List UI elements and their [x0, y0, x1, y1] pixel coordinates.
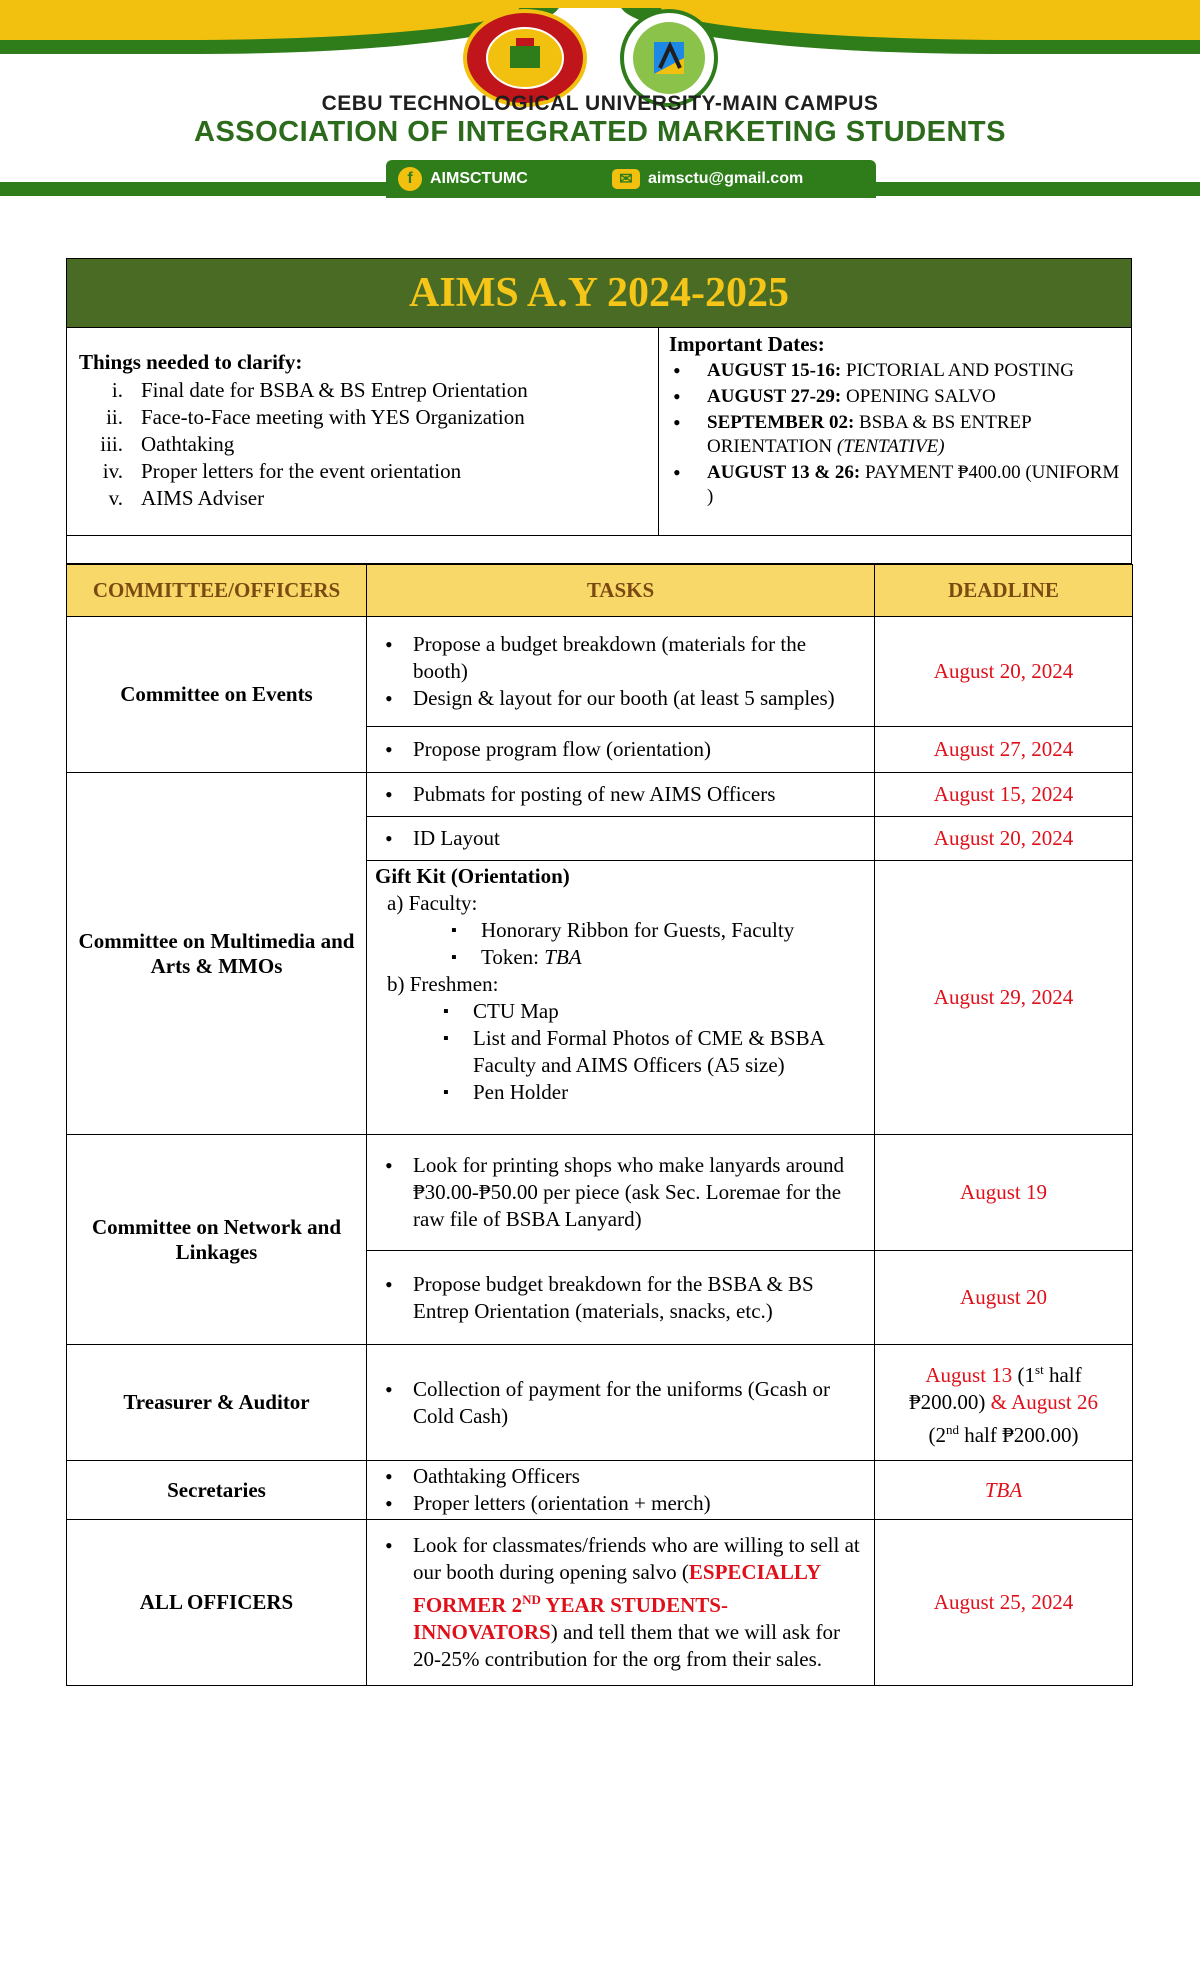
- committee-cell: Committee on Multimedia and Arts & MMOs: [67, 773, 367, 1135]
- table-row: [67, 1135, 1133, 1251]
- freshmen-label: b) Freshmen:: [387, 972, 499, 996]
- task-cell: • Propose program flow (orientation): [367, 727, 875, 773]
- facebook-handle: AIMSCTUMC: [430, 170, 528, 187]
- list-item: • AUGUST 27-29: OPENING SALVO: [707, 385, 1123, 409]
- header-committee: COMMITTEE/OFFICERS: [67, 565, 367, 617]
- header-deadline: DEADLINE: [875, 565, 1133, 617]
- committee-cell: Committee on Network and Linkages: [67, 1135, 367, 1345]
- spacer-row: [66, 536, 1132, 564]
- task-cell: • Propose budget breakdown for the BSBA & BS Entrep Orientation (materials, snacks, etc.): [367, 1251, 875, 1345]
- email-address: aimsctu@gmail.com: [648, 170, 804, 187]
- list-item: ii. Face-to-Face meeting with YES Organization: [106, 405, 525, 429]
- task-cell: • Pubmats for posting of new AIMS Officers: [367, 773, 875, 817]
- deadline-cell: August 19: [875, 1135, 1133, 1251]
- committee-cell: Treasurer & Auditor: [67, 1345, 367, 1461]
- freshmen-list: ▪ CTU Map ▪ List and Formal Photos of CME & BSBA Faculty and AIMS Officers (A5 size) ▪ Pen Holder: [375, 998, 866, 1106]
- deadline-cell: August 27, 2024: [875, 727, 1133, 773]
- tasks-table: [66, 564, 1133, 1686]
- deadline-cell: August 20, 2024: [875, 817, 1133, 861]
- task-cell: • Propose a budget breakdown (materials for the booth) • Design & layout for our booth (at least 5 samples): [367, 617, 875, 727]
- list-item: v. AIMS Adviser: [108, 486, 265, 510]
- clarify-box: [67, 328, 659, 535]
- facebook-contact[interactable]: [398, 166, 528, 192]
- faculty-list: ▪ Honorary Ribbon for Guests, Faculty ▪ Token: TBA: [375, 917, 866, 971]
- deadline-cell: August 20: [875, 1251, 1133, 1345]
- task-cell: • Oathtaking Officers • Proper letters (orientation + merch): [367, 1461, 875, 1520]
- gift-kit-heading: Gift Kit (Orientation): [375, 864, 570, 888]
- header-tasks: TASKS: [367, 565, 875, 617]
- mail-icon: ✉: [612, 169, 640, 189]
- task-cell: • Collection of payment for the uniforms (Gcash or Cold Cash): [367, 1345, 875, 1461]
- important-dates-box: [659, 328, 1131, 535]
- list-item: • AUGUST 15-16: PICTORIAL AND POSTING: [707, 359, 1123, 383]
- banner-top-bar: [0, 0, 1200, 8]
- deadline-cell: August 13 (1st half ₱200.00) & August 26 (2nd half ₱200.00): [875, 1345, 1133, 1461]
- facebook-icon: f: [398, 167, 422, 191]
- faculty-label: a) Faculty:: [387, 891, 478, 915]
- deadline-cell: August 20, 2024: [875, 617, 1133, 727]
- list-item: • AUGUST 13 & 26: PAYMENT ₱400.00 (UNIFORM ): [707, 461, 1123, 509]
- deadline-cell: August 25, 2024: [875, 1520, 1133, 1686]
- email-contact[interactable]: [612, 166, 803, 192]
- dates-heading: Important Dates:: [669, 332, 825, 356]
- table-header-row: [67, 565, 1133, 617]
- table-row: [67, 617, 1133, 727]
- table-row: [67, 773, 1133, 817]
- task-cell: • ID Layout: [367, 817, 875, 861]
- sheet-title: AIMS A.Y 2024-2025: [66, 258, 1132, 328]
- table-row: [67, 1345, 1133, 1461]
- university-name: CEBU TECHNOLOGICAL UNIVERSITY-MAIN CAMPUS: [321, 92, 879, 115]
- list-item: i. Final date for BSBA & BS Entrep Orientation: [111, 378, 528, 402]
- info-row: [66, 328, 1132, 536]
- list-item: iv. Proper letters for the event orientation: [102, 459, 462, 483]
- list-item: • SEPTEMBER 02: BSBA & BS ENTREP ORIENTATION (TENTATIVE): [707, 411, 1123, 459]
- list-item: iii. Oathtaking: [100, 432, 235, 456]
- task-cell: • Look for printing shops who make lanyards around ₱30.00-₱50.00 per piece (ask Sec. Loremae for the raw file of BSBA Lanyard): [367, 1135, 875, 1251]
- clarify-list: [79, 377, 658, 512]
- header-banner: [0, 0, 1200, 200]
- clarify-heading: Things needed to clarify:: [79, 350, 303, 374]
- deadline-cell: August 29, 2024: [875, 861, 1133, 1135]
- plan-sheet: [66, 258, 1132, 1686]
- deadline-cell: TBA: [875, 1461, 1133, 1520]
- committee-cell: Secretaries: [67, 1461, 367, 1520]
- task-cell: • Look for classmates/friends who are willing to sell at our booth during opening salvo (ESPECIALLY FORMER 2ND YEAR STUDENTS-INNOVATORS) and tell them that we will ask for 20-25% contribution for the org from their sales.: [367, 1520, 875, 1686]
- task-cell: [367, 861, 875, 1135]
- table-row: [67, 1461, 1133, 1520]
- committee-cell: Committee on Events: [67, 617, 367, 773]
- dates-list: [669, 359, 1123, 509]
- committee-cell: ALL OFFICERS: [67, 1520, 367, 1686]
- deadline-cell: August 15, 2024: [875, 773, 1133, 817]
- table-row: [67, 1520, 1133, 1686]
- association-name: ASSOCIATION OF INTEGRATED MARKETING STUDENTS: [194, 116, 1006, 148]
